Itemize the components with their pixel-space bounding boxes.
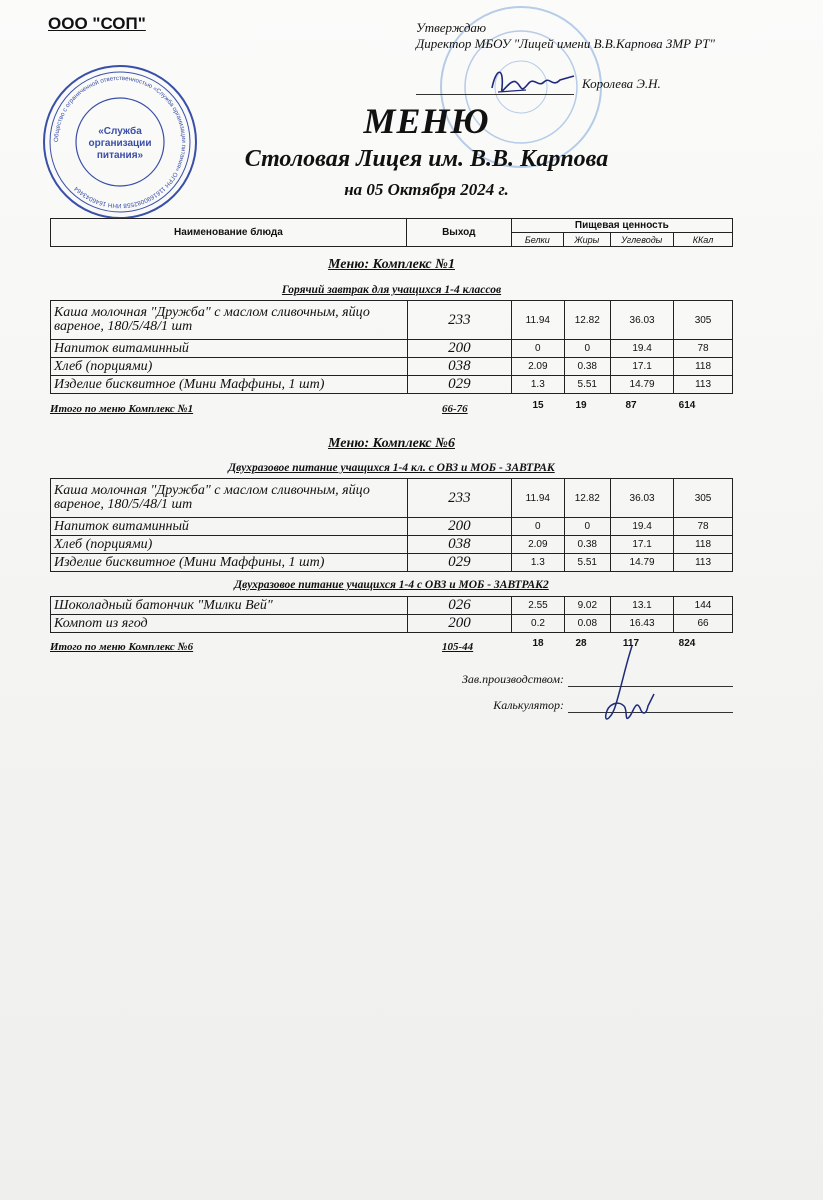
approve-label: Утверждаю [416,20,487,35]
dish-kcal: 118 [674,358,733,376]
total-label: Итого по меню Комплекс №6 [50,641,194,653]
dish-output: 233 [407,301,512,340]
dish-output: 200 [407,518,512,536]
dish-carbs: 17.1 [611,358,674,376]
dish-name: Каша молочная "Дружба" с маслом сливочным, яйцо вареное, 180/5/48/1 шт [51,479,408,518]
dish-carbs: 14.79 [611,376,674,394]
approver-name: Королева Э.Н. [582,76,661,91]
menu-6-title: Меню: Комплекс №6 [328,436,455,451]
menu-6-items2-table [50,596,733,633]
dish-kcal: 118 [674,536,733,554]
total-proteins: 15 [532,400,544,411]
dish-proteins: 0 [512,518,564,536]
dish-output: 233 [407,479,512,518]
dish-name: Хлеб (порциями) [51,536,408,554]
dish-carbs: 13.1 [611,597,674,615]
table-row [51,597,733,615]
total-kcal: 824 [678,638,696,649]
total-kcal: 614 [678,400,696,411]
dish-kcal: 113 [674,554,733,572]
svg-text:«Служба: «Служба [98,126,142,137]
total-label: Итого по меню Комплекс №1 [50,403,194,415]
dish-output: 200 [407,615,512,633]
dish-proteins: 11.94 [512,301,564,340]
table-row [51,376,733,394]
menu-1-items-table [50,300,733,394]
dish-carbs: 14.79 [611,554,674,572]
total-output: 66-76 [442,403,468,415]
svg-text:организации: организации [88,138,152,149]
table-row [51,518,733,536]
total-carbs: 87 [625,400,637,411]
dish-name: Изделие бисквитное (Мини Маффины, 1 шт) [51,554,408,572]
dish-fats: 0 [564,340,611,358]
menu-6-items-table [50,478,733,572]
dish-fats: 12.82 [564,301,611,340]
dish-kcal: 78 [674,340,733,358]
menu-header-table [50,218,733,247]
dish-fats: 12.82 [564,479,611,518]
table-row [51,554,733,572]
dish-output: 026 [407,597,512,615]
menu-1-total [50,400,733,417]
dish-kcal: 305 [674,479,733,518]
dish-name: Изделие бисквитное (Мини Маффины, 1 шт) [51,376,408,394]
dish-output: 200 [407,340,512,358]
column-output-header: Выход [406,219,511,247]
table-row [51,301,733,340]
dish-name: Напиток витаминный [51,518,408,536]
page-title: МЕНЮ [363,101,490,141]
dish-proteins: 0.2 [512,615,564,633]
dish-name: Напиток витаминный [51,340,408,358]
dish-carbs: 19.4 [611,340,674,358]
calculator-signature [596,644,660,734]
total-proteins: 18 [532,638,544,649]
column-name-header: Наименование блюда [51,219,407,247]
dish-proteins: 2.09 [512,536,564,554]
menu-6-meal-title: Двухразовое питание учащихся 1-4 кл. с ОВЗ и МОБ - ЗАВТРАК [228,462,555,474]
total-output: 105-44 [442,641,474,653]
table-row [51,479,733,518]
dish-output: 029 [407,554,512,572]
production-head-label: Зав.производством: [461,672,564,686]
dish-kcal: 113 [674,376,733,394]
column-kcal-header: ККал [674,233,733,247]
dish-proteins: 11.94 [512,479,564,518]
dish-proteins: 2.09 [512,358,564,376]
approver-title: Директор МБОУ "Лицей имени В.В.Карпова ЗМР РТ" [416,36,715,51]
column-carbs-header: Углеводы [610,233,673,247]
dish-carbs: 17.1 [611,536,674,554]
dish-fats: 0.08 [564,615,610,633]
table-row [51,340,733,358]
table-row [51,615,733,633]
dish-name: Шоколадный батончик "Милки Вей" [51,597,408,615]
dish-name: Каша молочная "Дружба" с маслом сливочным, яйцо вареное, 180/5/48/1 шт [51,301,408,340]
menu-6-meal2-title: Двухразовое питание учащихся 1-4 с ОВЗ и МОБ - ЗАВТРАК2 [234,579,549,591]
director-signature [486,58,578,104]
dish-kcal: 66 [674,615,733,633]
dish-fats: 5.51 [564,554,611,572]
dish-fats: 0.38 [564,536,611,554]
dish-fats: 0.38 [564,358,611,376]
dish-name: Компот из ягод [51,615,408,633]
dish-output: 038 [407,536,512,554]
menu-1-meal-title: Горячий завтрак для учащихся 1-4 классов [281,284,502,296]
column-nutrition-header: Пищевая ценность [511,219,732,233]
dish-kcal: 305 [674,301,733,340]
dish-fats: 0 [564,518,611,536]
svg-text:Общество с ограниченной ответс: Общество с ограниченной ответственностью «Служба организации питания» ОГРН 1161690082558 ИНН 1646043464 [52,74,188,210]
dish-carbs: 36.03 [611,301,674,340]
dish-fats: 5.51 [564,376,611,394]
dish-output: 038 [407,358,512,376]
approval-block [416,20,746,52]
dish-carbs: 36.03 [611,479,674,518]
dish-carbs: 19.4 [611,518,674,536]
dish-fats: 9.02 [564,597,610,615]
dish-proteins: 2.55 [512,597,564,615]
calculator-label: Калькулятор: [493,698,564,712]
dish-proteins: 1.3 [512,376,564,394]
total-carbs: 117 [622,638,640,649]
dish-carbs: 16.43 [611,615,674,633]
column-fats-header: Жиры [564,233,611,247]
dish-kcal: 144 [674,597,733,615]
dish-name: Хлеб (порциями) [51,358,408,376]
dish-proteins: 0 [512,340,564,358]
dish-proteins: 1.3 [512,554,564,572]
total-fats: 28 [575,638,587,649]
menu-date: на 05 Октября 2024 г. [344,180,509,199]
menu-1-title: Меню: Комплекс №1 [328,257,455,272]
table-row [51,536,733,554]
table-row [51,358,733,376]
dish-output: 029 [407,376,512,394]
total-fats: 19 [575,400,587,411]
organization-name: ООО "СОП" [48,14,146,33]
svg-text:питания»: питания» [96,150,144,161]
canteen-title: Столовая Лицея им. В.В. Карпова [244,146,609,172]
dish-kcal: 78 [674,518,733,536]
column-proteins-header: Белки [511,233,563,247]
